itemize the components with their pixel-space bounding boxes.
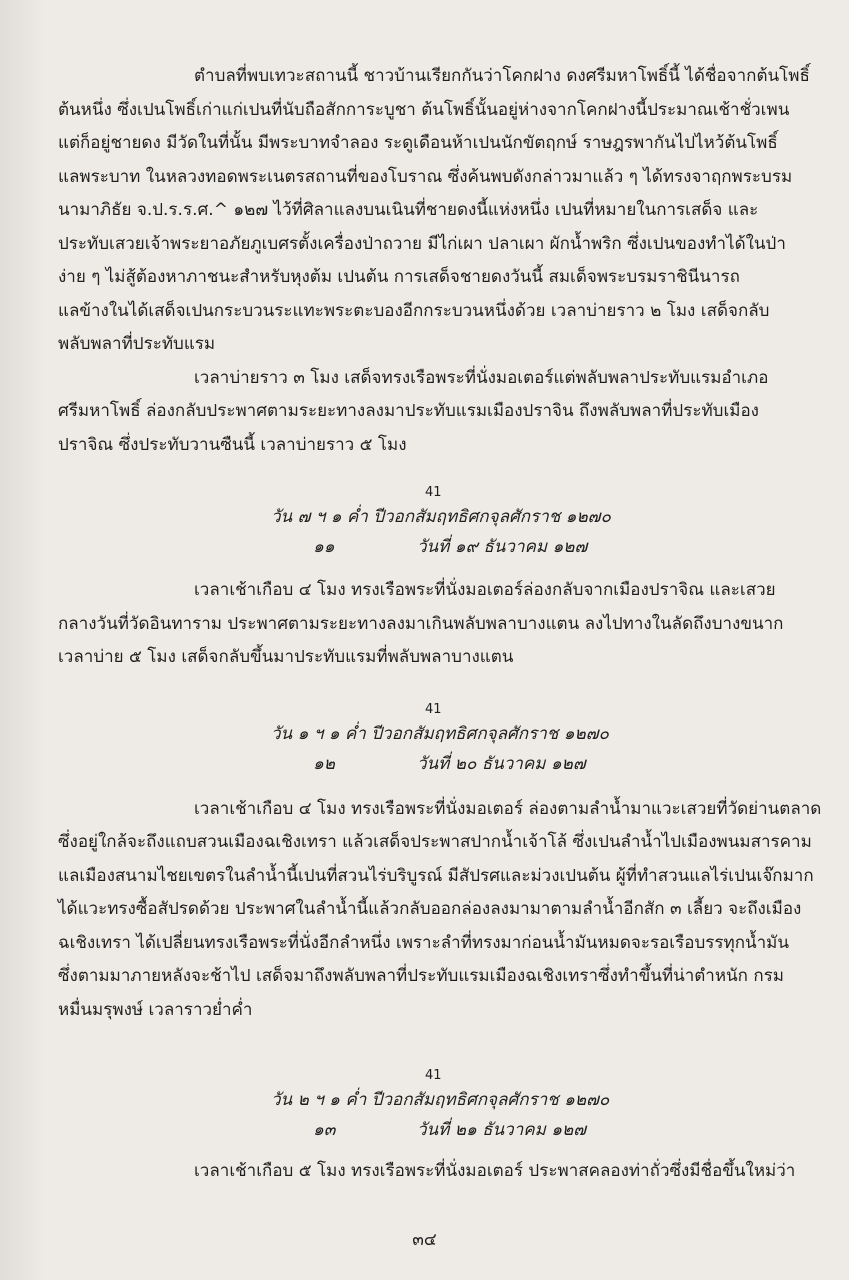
text-line: ได้แวะทรงซื้อสัปรดด้วย ประพาศในลำน้ำนี้แล้วกลับออกล่องลงมามาตามลำน้ำอีกสัก ๓ เลี้ยว จะถึงเมือง <box>58 899 802 919</box>
paragraph-return-prachin <box>58 362 834 463</box>
paragraph-bangtaen <box>58 574 834 675</box>
entry-date-solar: วันที่ ๒๑ ธันวาคม ๑๒๗ <box>417 1120 587 1140</box>
diary-entry-header <box>58 1067 834 1145</box>
text-line: เวลาเช้าเกือบ ๔ โมง ทรงเรือพระที่นั่งมอเตอร์ล่องกลับจากเมืองปราจิณ และเสวย <box>194 580 776 600</box>
text-line: ซึ่งตามมาภายหลังจะช้าไป เสด็จมาถึงพลับพลาที่ประทับแรมเมืองฉเชิงเทราซึ่งทำขึ้นที่น่าตำหนัก กรม <box>58 966 785 986</box>
text-line: ประทับเสวยเจ้าพระยาอภัยภูเบศรตั้งเครื่องป่าถวาย มีไก่เผา ปลาเผา ผักน้ำพริก ซึ่งเปนของทำได้ในป่า <box>58 233 786 254</box>
diary-entry-header <box>58 701 834 779</box>
text-line: หมื่นมรุพงษ์ เวลาราวย่ำค่ำ <box>58 999 253 1020</box>
entry-date-solar: วันที่ ๒๐ ธันวาคม ๑๒๗ <box>417 753 586 774</box>
text-line: ตำบลที่พบเทวะสถานนี้ ชาวบ้านเรียกกันว่าโคกฝาง ดงศรีมหาโพธิ์นี้ ได้ชื่อจากต้นโพธิ์ <box>194 66 810 86</box>
text-line: เวลาเช้าเกือบ ๕ โมง ทรงเรือพระที่นั่งมอเตอร์ ประพาสคลองท่าถั่วซึ่งมีชื่อขึ้นใหม่ว่า <box>194 1161 796 1181</box>
page-content <box>58 60 834 1189</box>
paragraph-chachoengsao <box>58 793 834 1028</box>
entry-date-lunar: วัน ๒ ฯ ๑ ค่ำ ปีวอกสัมฤทธิศกจุลศักราช ๑๒๗๐ <box>271 1090 610 1110</box>
text-line: แต่ก็อยู่ชายดง มีวัดในที่นั้น มีพระบาทจำลอง ระดูเดือนห้าเปนนักขัตฤกษ์ ราษฎรพากันไปไหว้ต้นโพธิ์ <box>58 133 778 153</box>
text-line: พลับพลาที่ประทับแรม <box>58 334 216 354</box>
text-line: แลพระบาท ในหลวงทอดพระเนตรสถานที่ของโบราณ ซึ่งค้นพบดังกล่าวมาแล้ว ๆ ได้ทรงจาฤกพระบรม <box>58 166 793 187</box>
entry-marker: 41 <box>425 1068 442 1083</box>
text-line: แลเมืองสนามไชยเขตรในลำน้ำนี้เปนที่สวนไร่บริบูรณ์ มีสัปรศและม่วงเปนต้น ผู้ที่ทำสวนแลไร่เปนเจ๊กมาก <box>58 865 814 886</box>
text-line: แลข้างในได้เสด็จเปนกระบวนระแทะพระตะบองอีกกระบวนหนึ่งด้วย เวลาบ่ายราว ๒ โมง เสด็จกลับ <box>58 300 770 321</box>
text-line: ซึ่งอยู่ใกล้จะถึงแถบสวนเมืองฉเชิงเทรา แล้วเสด็จประพาสปากน้ำเจ้าโล้ ซึ่งเปนลำน้ำไปเมืองพนมสารคาม <box>58 832 812 852</box>
page-number: ๓๔ <box>412 1230 437 1250</box>
diary-entry-header <box>58 484 834 562</box>
text-line: ศรีมหาโพธิ์ ล่องกลับประพาศตามระยะทางลงมาประทับแรมเมืองปราจิน ถึงพลับพลาที่ประทับเมือง <box>58 401 759 421</box>
page-binding-shadow <box>0 0 46 1280</box>
entry-marker: 41 <box>425 485 442 500</box>
entry-index: ๑๓ <box>313 1120 336 1140</box>
text-line: ปราจิณ ซึ่งประทับวานซืนนี้ เวลาบ่ายราว ๕ โมง <box>58 434 407 455</box>
paragraph-srimahaphot <box>58 60 834 362</box>
entry-marker: 41 <box>425 701 442 717</box>
entry-date-lunar: วัน ๗ ฯ ๑ ค่ำ ปีวอกสัมฤทธิศกจุลศักราช ๑๒๗๐ <box>271 507 611 527</box>
entry-date-lunar: วัน ๑ ฯ ๑ ค่ำ ปีวอกสัมฤทธิศกจุลศักราช ๑๒๗๐ <box>271 723 609 744</box>
text-line: นามาภิธัย จ.ป.ร.ร.ศ.^ ๑๒๗ ไว้ที่ศิลาแลงบนเนินที่ชายดงนี้แห่งหนึ่ง เปนที่หมายในการเสด็จ และ <box>58 200 759 220</box>
entry-date-solar: วันที่ ๑๙ ธันวาคม ๑๒๗ <box>417 537 588 557</box>
text-line: เวลาเช้าเกือบ ๔ โมง ทรงเรือพระที่นั่งมอเตอร์ ล่องตามลำน้ำมาแวะเสวยที่วัดย่านตลาด <box>194 798 822 819</box>
entry-index: ๑๒ <box>313 753 335 774</box>
text-line: เวลาบ่ายราว ๓ โมง เสด็จทรงเรือพระที่นั่งมอเตอร์แต่พลับพลาประทับแรมอำเภอ <box>194 367 769 388</box>
paragraph-tha-thua-canal <box>58 1155 834 1189</box>
text-line: ง่าย ๆ ไม่สู้ต้องหาภาชนะสำหรับหุงต้ม เปนต้น การเสด็จชายดงวันนี้ สมเด็จพระบรมราชินีนารถ <box>58 267 740 287</box>
text-line: ต้นหนึ่ง ซึ่งเปนโพธิ์เก่าแก่เปนที่นับถือสักการะบูชา ต้นโพธิ์นั้นอยู่ห่างจากโคกฝางนี้ประมาณเช้าชั่วเพน <box>58 99 790 120</box>
text-line: กลางวันที่วัดอินทาราม ประพาศตามระยะทางลงมาเกินพลับพลาบางแตน ลงไปทางในลัดถึงบางขนาก <box>58 613 784 634</box>
text-line: เวลาบ่าย ๕ โมง เสด็จกลับขึ้นมาประทับแรมที่พลับพลาบางแตน <box>58 647 514 667</box>
text-line: ฉเชิงเทรา ได้เปลี่ยนทรงเรือพระที่นั่งอีกลำหนึ่ง เพราะลำที่ทรงมาก่อนน้ำมันหมดจะรอเรือบรรทุกน้ำมัน <box>58 932 789 953</box>
entry-index: ๑๑ <box>313 537 335 557</box>
